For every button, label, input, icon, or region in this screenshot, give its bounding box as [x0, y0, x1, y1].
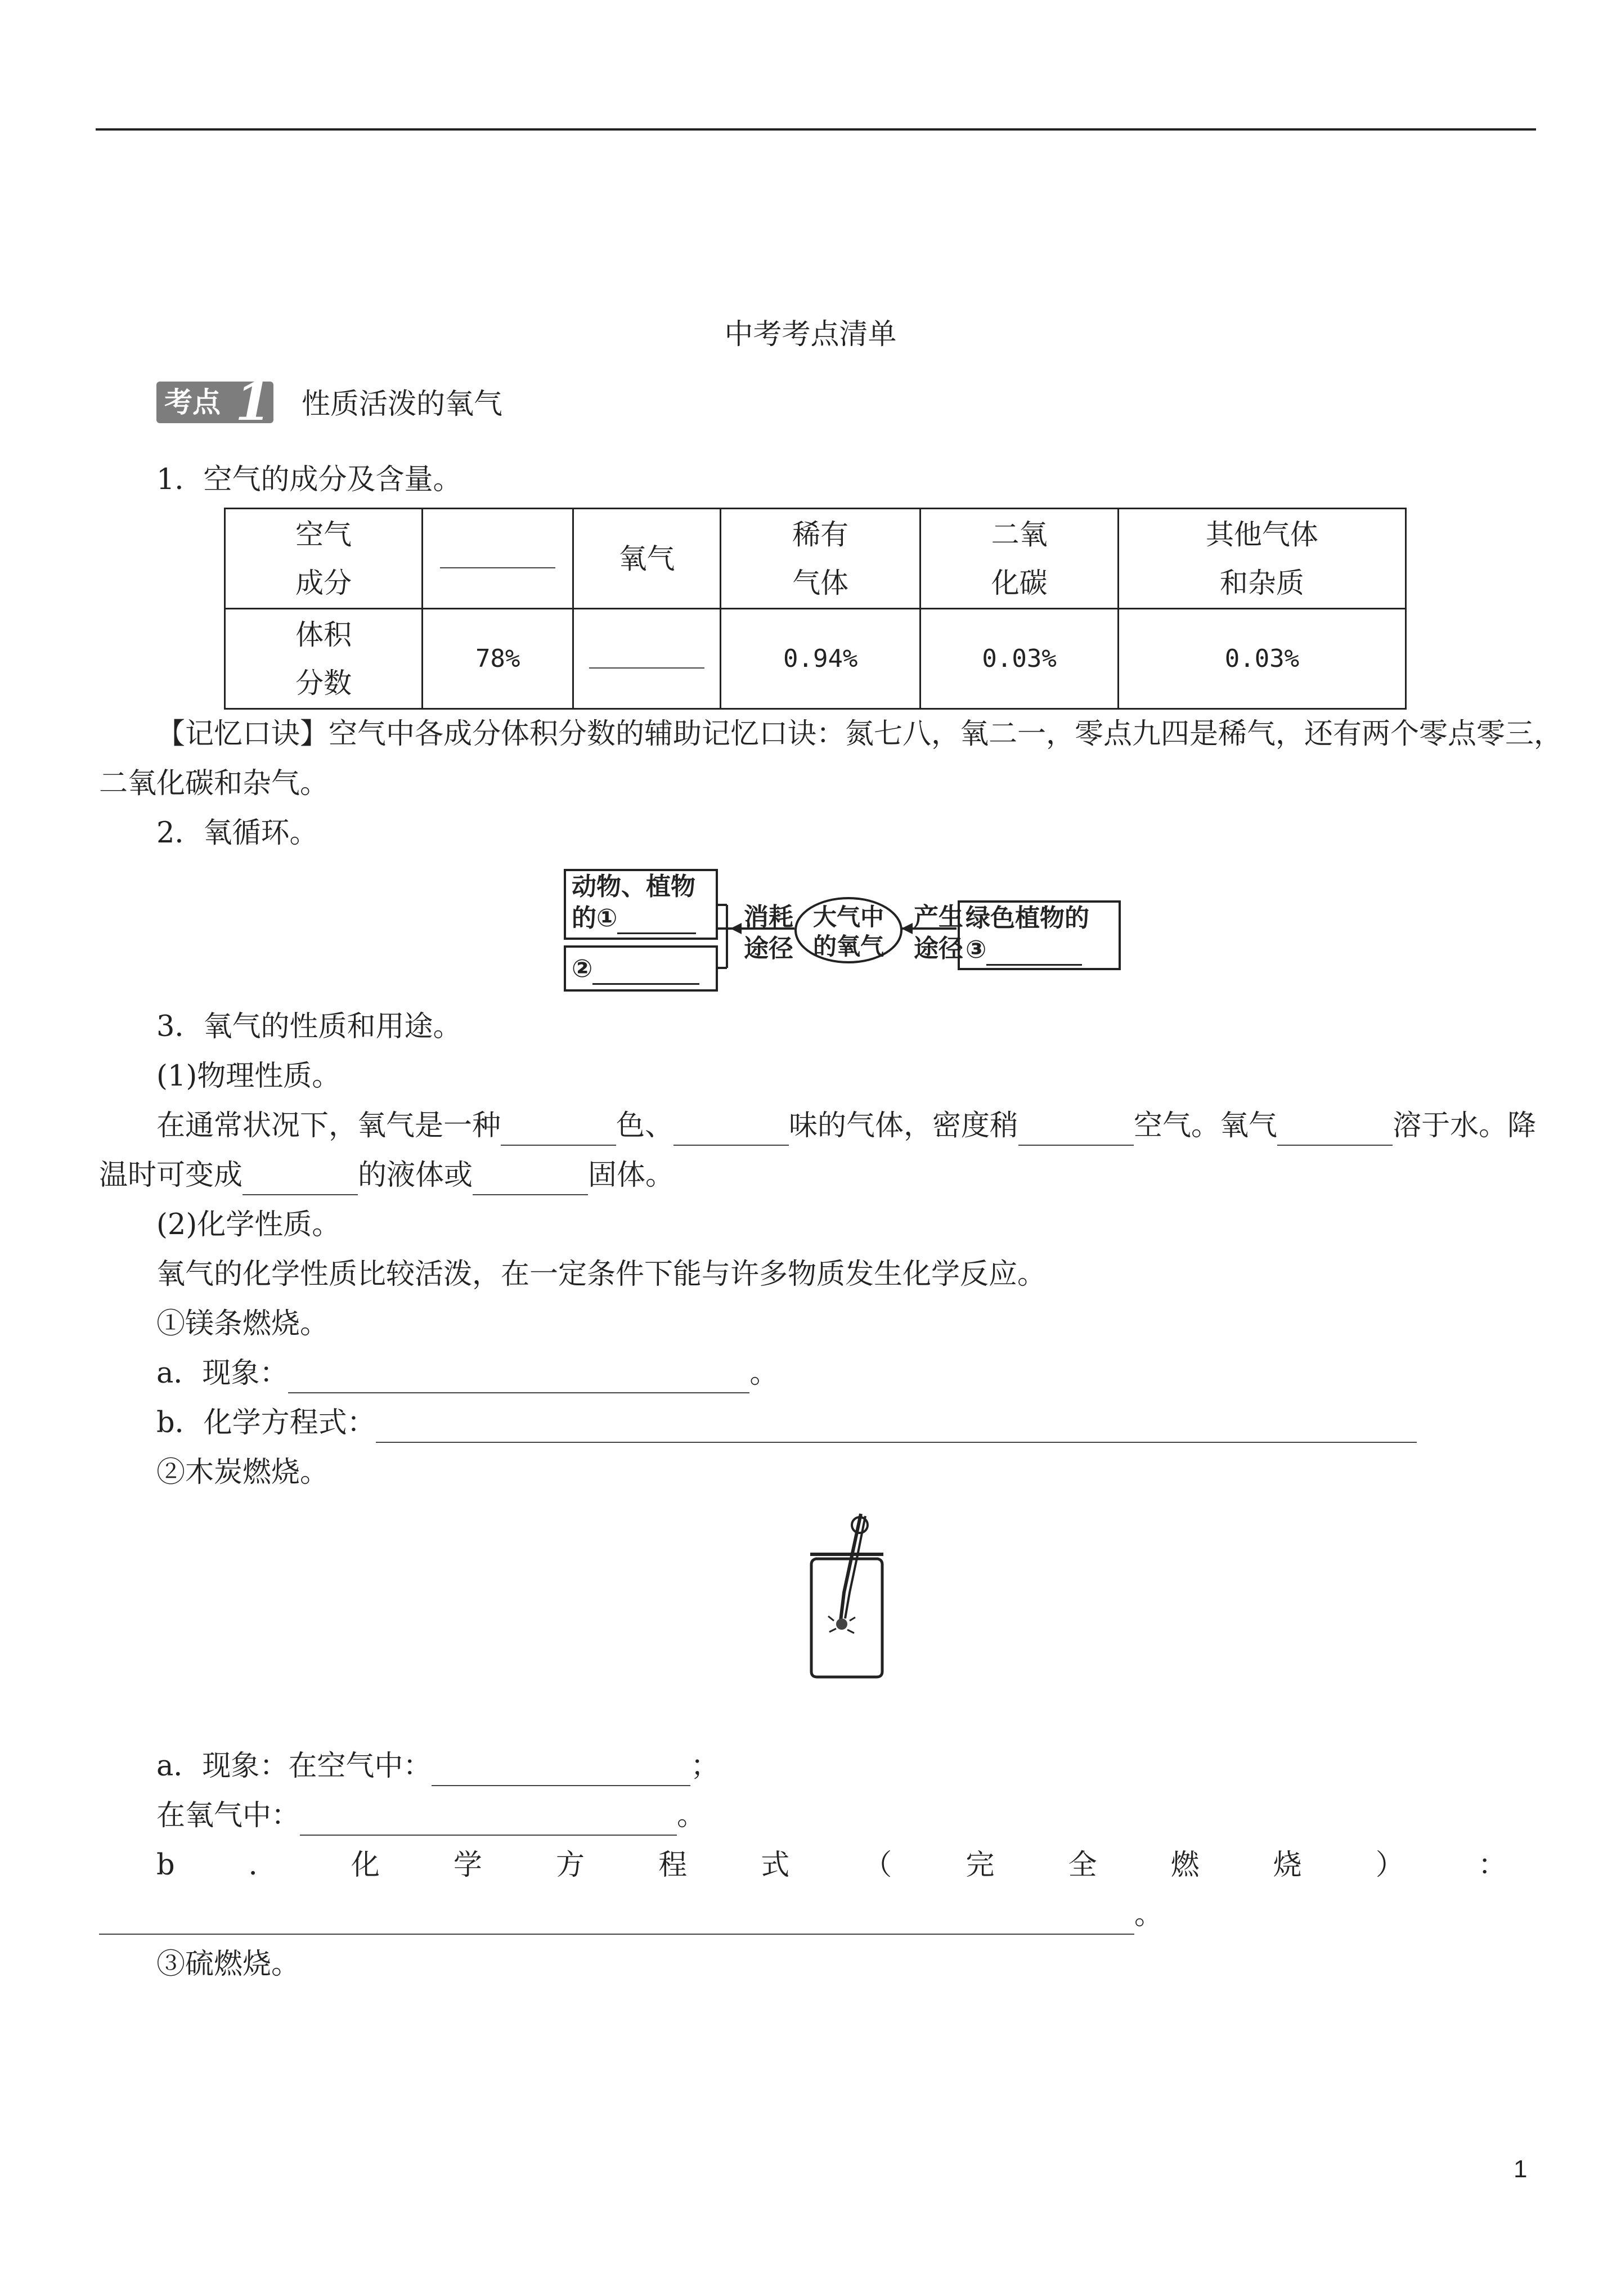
cell-text: 稀有: [792, 518, 849, 551]
atmosphere-oxygen-ellipse: [794, 897, 902, 963]
table-cell-blank[interactable]: [573, 609, 721, 709]
fill-blank[interactable]: [300, 1809, 677, 1836]
text-char: b: [156, 1849, 175, 1882]
text-char: 全: [1068, 1849, 1097, 1882]
text-run: a．现象：在空气中：: [156, 1750, 432, 1783]
fill-blank[interactable]: [99, 1908, 1134, 1935]
text-char: ）: [1375, 1849, 1404, 1882]
table-cell: [1118, 609, 1406, 709]
mnemonic-line-2: 二氧化碳和杂气。: [99, 767, 329, 800]
table-row: [225, 609, 1406, 709]
cell-text: 0.03%: [982, 644, 1057, 673]
cell-text: 78%: [475, 644, 520, 673]
fill-blank[interactable]: [673, 1119, 789, 1146]
text-run: 空气。氧气: [1134, 1109, 1278, 1142]
cell-text: 0.03%: [1224, 644, 1300, 673]
text-char: ．: [248, 1849, 277, 1882]
physical-props-line-2: [99, 1156, 674, 1195]
table-cell: [573, 509, 721, 609]
fill-blank[interactable]: [1277, 1119, 1393, 1146]
text-run: 。: [677, 1799, 706, 1832]
box-text: 动物、植物: [572, 872, 695, 901]
fill-blank[interactable]: [376, 1416, 1417, 1443]
box-text: 绿色植物的: [966, 904, 1089, 932]
text-char: 烧: [1273, 1849, 1302, 1882]
cell-text: 二氧: [991, 518, 1048, 551]
text-run: 固体。: [588, 1159, 675, 1192]
table-cell: [1118, 509, 1406, 609]
text-char: （: [863, 1849, 892, 1882]
header-rule: [96, 128, 1536, 131]
text-run: 的液体或: [358, 1159, 473, 1192]
oxygen-cycle-diagram: [564, 861, 1126, 996]
box-text: 的①: [572, 904, 618, 932]
table-cell: [720, 509, 920, 609]
cell-text: 成分: [295, 566, 352, 599]
text-run: b．化学方程式：: [156, 1406, 376, 1440]
text-run: 色、: [616, 1109, 674, 1142]
text-char: 燃: [1170, 1849, 1200, 1882]
green-plants-box: [958, 900, 1121, 970]
physical-props-line-1: [156, 1106, 1536, 1146]
table-row: [225, 509, 1406, 609]
table-cell: [225, 609, 423, 709]
q1-heading: 1．空气的成分及含量。: [156, 463, 462, 496]
text-char: ：: [1478, 1849, 1507, 1882]
section-badge: [156, 371, 273, 432]
text-char: 化: [351, 1849, 380, 1882]
magnesium-equation: [156, 1403, 1417, 1443]
chemical-props-heading: (2)化学性质。: [156, 1208, 341, 1241]
charcoal-phenomenon-oxygen: [156, 1796, 706, 1836]
cell-text: 气体: [792, 566, 849, 599]
charcoal-bottle-illustration: [799, 1508, 895, 1688]
fill-blank[interactable]: [440, 562, 555, 568]
fill-blank[interactable]: [1018, 1119, 1134, 1146]
fill-blank[interactable]: [432, 1759, 690, 1786]
sulfur-title: ③硫燃烧。: [156, 1948, 300, 1981]
page-title: 中考考点清单: [724, 318, 897, 351]
table-cell: [920, 609, 1118, 709]
fill-blank[interactable]: [501, 1119, 616, 1146]
air-composition-table: [224, 508, 1407, 710]
text-run: a．现象：: [156, 1357, 289, 1390]
text-run: 在氧气中：: [156, 1799, 300, 1832]
magnesium-title: ①镁条燃烧。: [156, 1307, 329, 1340]
arrow-head-icon: [901, 923, 913, 934]
text-run: 。: [1134, 1898, 1164, 1931]
magnesium-phenomenon: [156, 1354, 778, 1393]
fill-blank[interactable]: [986, 939, 1082, 966]
box-text: ②: [572, 954, 593, 983]
charcoal-phenomenon-air: [156, 1747, 719, 1786]
q2-heading: 2．氧循环。: [156, 817, 318, 850]
text-char: 程: [658, 1849, 688, 1882]
fill-blank[interactable]: [473, 1168, 588, 1195]
charcoal-icon: [836, 1618, 847, 1630]
table-cell: [920, 509, 1118, 609]
page-number: 1: [1514, 2155, 1528, 2183]
text-run: 温时可变成: [99, 1159, 243, 1192]
table-cell: [225, 509, 423, 609]
cell-text: 其他气体: [1205, 518, 1318, 551]
text-run: 。: [749, 1357, 779, 1390]
fill-blank[interactable]: [243, 1168, 358, 1195]
physical-props-heading: (1)物理性质。: [156, 1060, 341, 1093]
label-text: 途径: [914, 934, 963, 963]
tongs-icon: [841, 1514, 861, 1621]
cell-text: 体积: [295, 618, 352, 651]
badge-label: 考点: [164, 386, 221, 419]
arrow-head-icon: [730, 923, 742, 934]
cell-text: 0.94%: [783, 644, 858, 673]
consume-label: [744, 902, 793, 965]
badge-number: 1: [235, 371, 272, 432]
text-char: 方: [556, 1849, 585, 1882]
table-cell: [720, 609, 920, 709]
table-cell: [423, 609, 573, 709]
cell-text: 空气: [295, 518, 352, 551]
q3-heading: 3．氧气的性质和用途。: [156, 1010, 462, 1043]
cell-text: 氧气: [618, 542, 675, 575]
label-text: 途径: [744, 934, 793, 963]
chemical-intro: 氧气的化学性质比较活泼，在一定条件下能与许多物质发生化学反应。: [156, 1258, 1047, 1291]
box-text: ③: [966, 935, 987, 964]
charcoal-title: ②木炭燃烧。: [156, 1456, 329, 1489]
label-text: 产生: [914, 903, 963, 931]
label-text: 大气中: [812, 903, 884, 931]
charcoal-equation-prompt: [156, 1846, 1507, 1885]
section-heading: 性质活泼的氧气: [302, 388, 503, 421]
cell-text: 分数: [295, 666, 352, 699]
text-run: 味的气体，密度稍: [789, 1109, 1019, 1142]
cell-text: 化碳: [991, 566, 1048, 599]
mnemonic-line-1: 【记忆口诀】空气中各成分体积分数的辅助记忆口诀：氮七八，氧二一，零点九四是稀气，还有两个零点零三，: [156, 718, 1563, 751]
text-run: 在通常状况下，氧气是一种: [156, 1109, 501, 1142]
text-run: 溶于水。降: [1393, 1109, 1537, 1142]
text-char: 完: [966, 1849, 995, 1882]
cell-text: 和杂质: [1219, 566, 1304, 599]
label-text: 消耗: [744, 903, 793, 931]
fill-blank[interactable]: [288, 1366, 749, 1393]
charcoal-equation-answer: [99, 1895, 1163, 1935]
produce-label: [914, 902, 963, 965]
text-char: 学: [453, 1849, 482, 1882]
fill-blank[interactable]: [589, 662, 704, 669]
text-run: ；: [690, 1750, 720, 1783]
table-cell-blank[interactable]: [423, 509, 573, 609]
label-text: 的氧气: [812, 932, 884, 960]
text-char: 式: [761, 1849, 790, 1882]
